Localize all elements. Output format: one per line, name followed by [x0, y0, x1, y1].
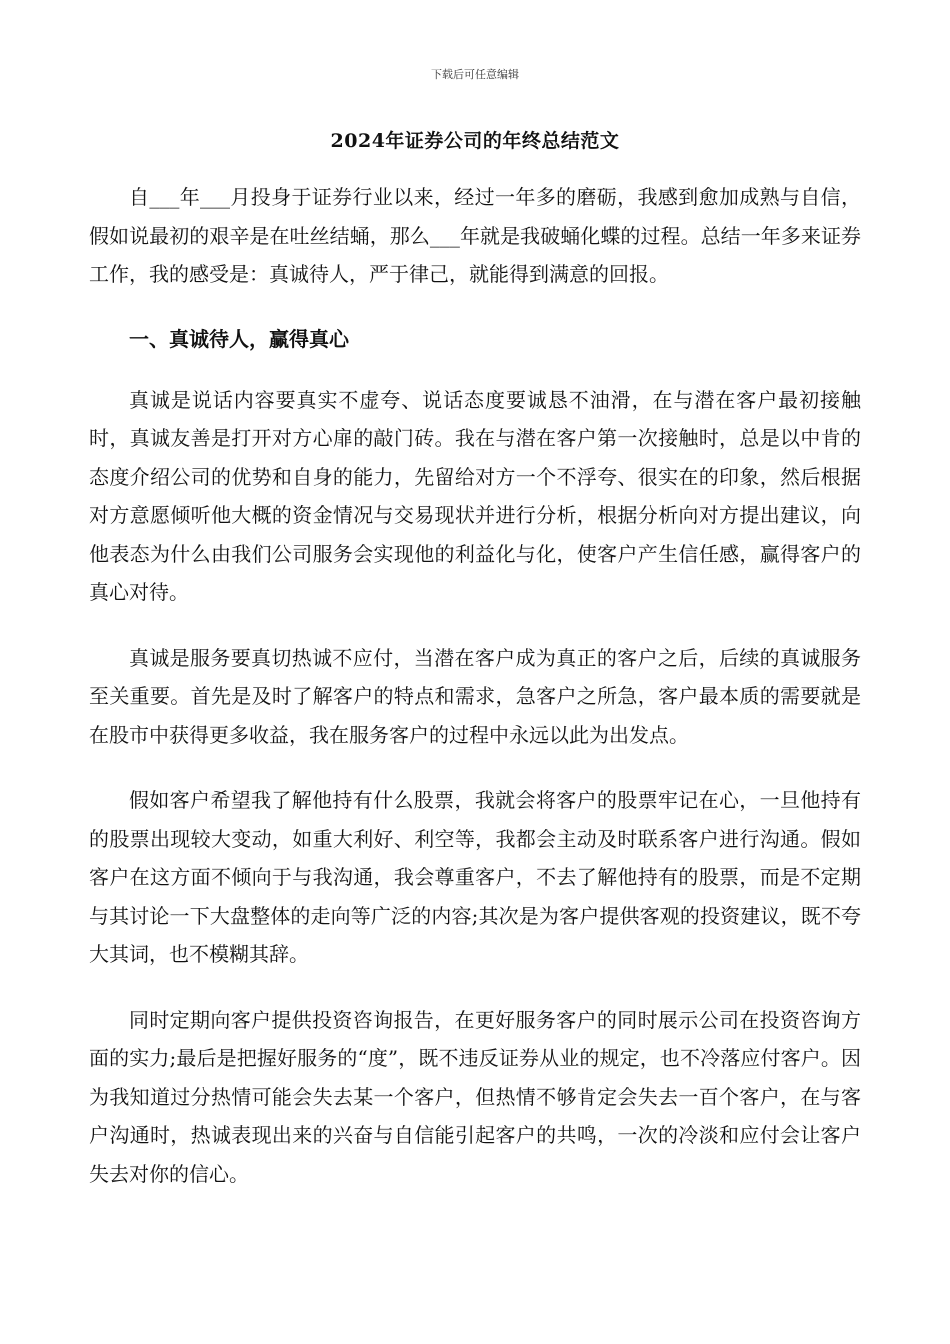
section-heading: 一、真诚待人，赢得真心 [129, 326, 349, 351]
body-paragraph: 同时定期向客户提供投资咨询报告，在更好服务客户的同时展示公司在投资咨询方面的实力;最后是把握好服务的“度”，既不违反证券从业的规定，也不冷落应付客户。因为我知道过分热情可能会失去某一个客户，但热情不够肯定会失去一百个客户，在与客户沟通时，热诚表现出来的兴奋与自信能引起客户的共鸣，一次的冷淡和应付会让客户失去对你的信心。 [89, 1007, 861, 1186]
document-body [89, 178, 861, 1220]
body-paragraph: 真诚是说话内容要真实不虚夸、说话态度要诚恳不油滑，在与潜在客户最初接触时，真诚友善是打开对方心扉的敲门砖。我在与潜在客户第一次接触时，总是以中肯的态度介绍公司的优势和自身的能力，先留给对方一个不浮夸、很实在的印象，然后根据对方意愿倾听他大概的资金情况与交易现状并进行分析，根据分析向对方提出建议，向他表态为什么由我们公司服务会实现他的利益化与化，使客户产生信任感，赢得客户的真心对待。 [89, 387, 861, 604]
body-paragraph: 真诚是服务要真切热诚不应付，当潜在客户成为真正的客户之后，后续的真诚服务至关重要。首先是及时了解客户的特点和需求，急客户之所急，客户最本质的需要就是在股市中获得更多收益，我在服务客户的过程中永远以此为出发点。 [89, 645, 861, 747]
header-note: 下载后可任意编辑 [431, 68, 519, 81]
body-paragraph: 假如客户希望我了解他持有什么股票，我就会将客户的股票牢记在心，一旦他持有的股票出现较大变动，如重大利好、利空等，我都会主动及时联系客户进行沟通。假如客户在这方面不倾向于与我沟通，我会尊重客户，不去了解他持有的股票，而是不定期与其讨论一下大盘整体的走向等广泛的内容;其次是为客户提供客观的投资建议，既不夸大其词，也不模糊其辞。 [89, 788, 861, 966]
document-title: 2024年证券公司的年终总结范文 [330, 130, 620, 152]
intro-paragraph: 自___年___月投身于证券行业以来，经过一年多的磨砺，我感到愈加成熟与自信，假如说最初的艰辛是在吐丝结蛹，那么___年就是我破蛹化蝶的过程。总结一年多来证券工作，我的感受是：真诚待人，严于律己，就能得到满意的回报。 [89, 185, 861, 286]
